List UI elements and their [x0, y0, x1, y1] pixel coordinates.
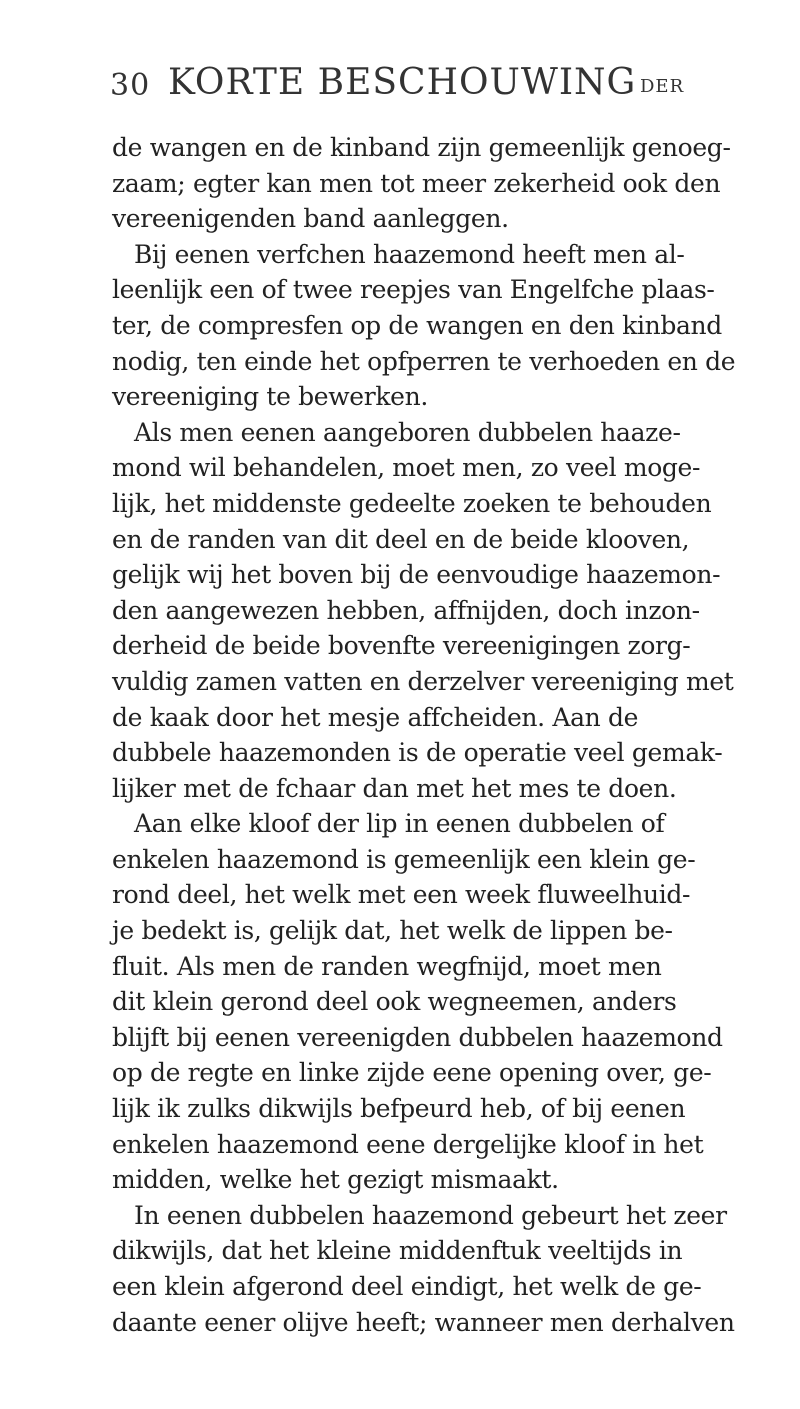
- text-line: dikwijls, dat het kleine middenftuk veeltijds in: [112, 1236, 683, 1266]
- text-line: nodig, ten einde het opfperren te verhoeden en de: [112, 346, 736, 376]
- text-line: enkelen haazemond eene dergelijke kloof in het: [112, 1129, 704, 1159]
- running-title: KORTE BESCHOUWING: [168, 62, 637, 103]
- text-line: de kaak door het mesje affcheiden. Aan de: [112, 702, 639, 732]
- text-line: lijker met de fchaar dan met het mes te doen.: [112, 773, 677, 803]
- text-line: rond deel, het welk met een week fluweelhuid-: [112, 880, 691, 910]
- paragraph-start-line: Bij eenen verfchen haazemond heeft men al-: [134, 239, 685, 269]
- text-line: ter, de compresfen op de wangen en den kinband: [112, 310, 722, 340]
- paragraph-start-line: Aan elke kloof der lip in eenen dubbelen of: [134, 809, 665, 839]
- page-number: 30: [110, 68, 151, 103]
- text-line: blijft bij eenen vereenigden dubbelen haazemond: [112, 1022, 723, 1052]
- running-title-continuation: DER: [640, 76, 685, 97]
- text-line: dit klein gerond deel ook wegneemen, anders: [112, 987, 677, 1017]
- text-line: lijk, het middenste gedeelte zoeken te behouden: [112, 488, 712, 518]
- text-line: leenlijk een of twee reepjes van Engelfche plaas-: [112, 275, 715, 305]
- text-line: vereenigenden band aanleggen.: [112, 204, 509, 234]
- text-line: derheid de beide bovenfte vereenigingen zorg-: [112, 631, 691, 661]
- text-line: den aangewezen hebben, affnijden, doch inzon-: [112, 595, 700, 625]
- text-line: op de regte en linke zijde eene opening over, ge-: [112, 1058, 712, 1088]
- text-line: vuldig zamen vatten en derzelver vereeniging met: [112, 666, 734, 696]
- text-line: dubbele haazemonden is de operatie veel gemak-: [112, 738, 723, 768]
- page-header: [110, 58, 710, 110]
- paragraph-start-line: In eenen dubbelen haazemond gebeurt het zeer: [134, 1200, 727, 1230]
- text-line: de wangen en de kinband zijn gemeenlijk genoeg-: [112, 133, 731, 162]
- text-line: vereeniging te bewerken.: [112, 382, 428, 412]
- text-line: enkelen haazemond is gemeenlijk een klein ge-: [112, 844, 696, 874]
- text-line: je bedekt is, gelijk dat, het welk de lippen be-: [112, 916, 673, 946]
- text-line: zaam; egter kan men tot meer zekerheid ook den: [112, 168, 721, 198]
- body-text: [112, 130, 737, 1340]
- text-line: een klein afgerond deel eindigt, het welk de ge-: [112, 1272, 702, 1301]
- text-line: daante eener olijve heeft; wanneer men derhalven: [112, 1307, 735, 1337]
- text-line: midden, welke het gezigt mismaakt.: [112, 1165, 559, 1195]
- text-line: lijk ik zulks dikwijls befpeurd heb, of bij eenen: [112, 1094, 686, 1124]
- paragraph-start-line: Als men eenen aangeboren dubbelen haaze-: [134, 417, 681, 447]
- text-line: en de randen van dit deel en de beide klooven,: [112, 524, 690, 554]
- text-line: fluit. Als men de randen wegfnijd, moet men: [112, 951, 662, 981]
- text-line: gelijk wij het boven bij de eenvoudige haazemon-: [112, 560, 721, 590]
- text-line: mond wil behandelen, moet men, zo veel moge-: [112, 453, 701, 483]
